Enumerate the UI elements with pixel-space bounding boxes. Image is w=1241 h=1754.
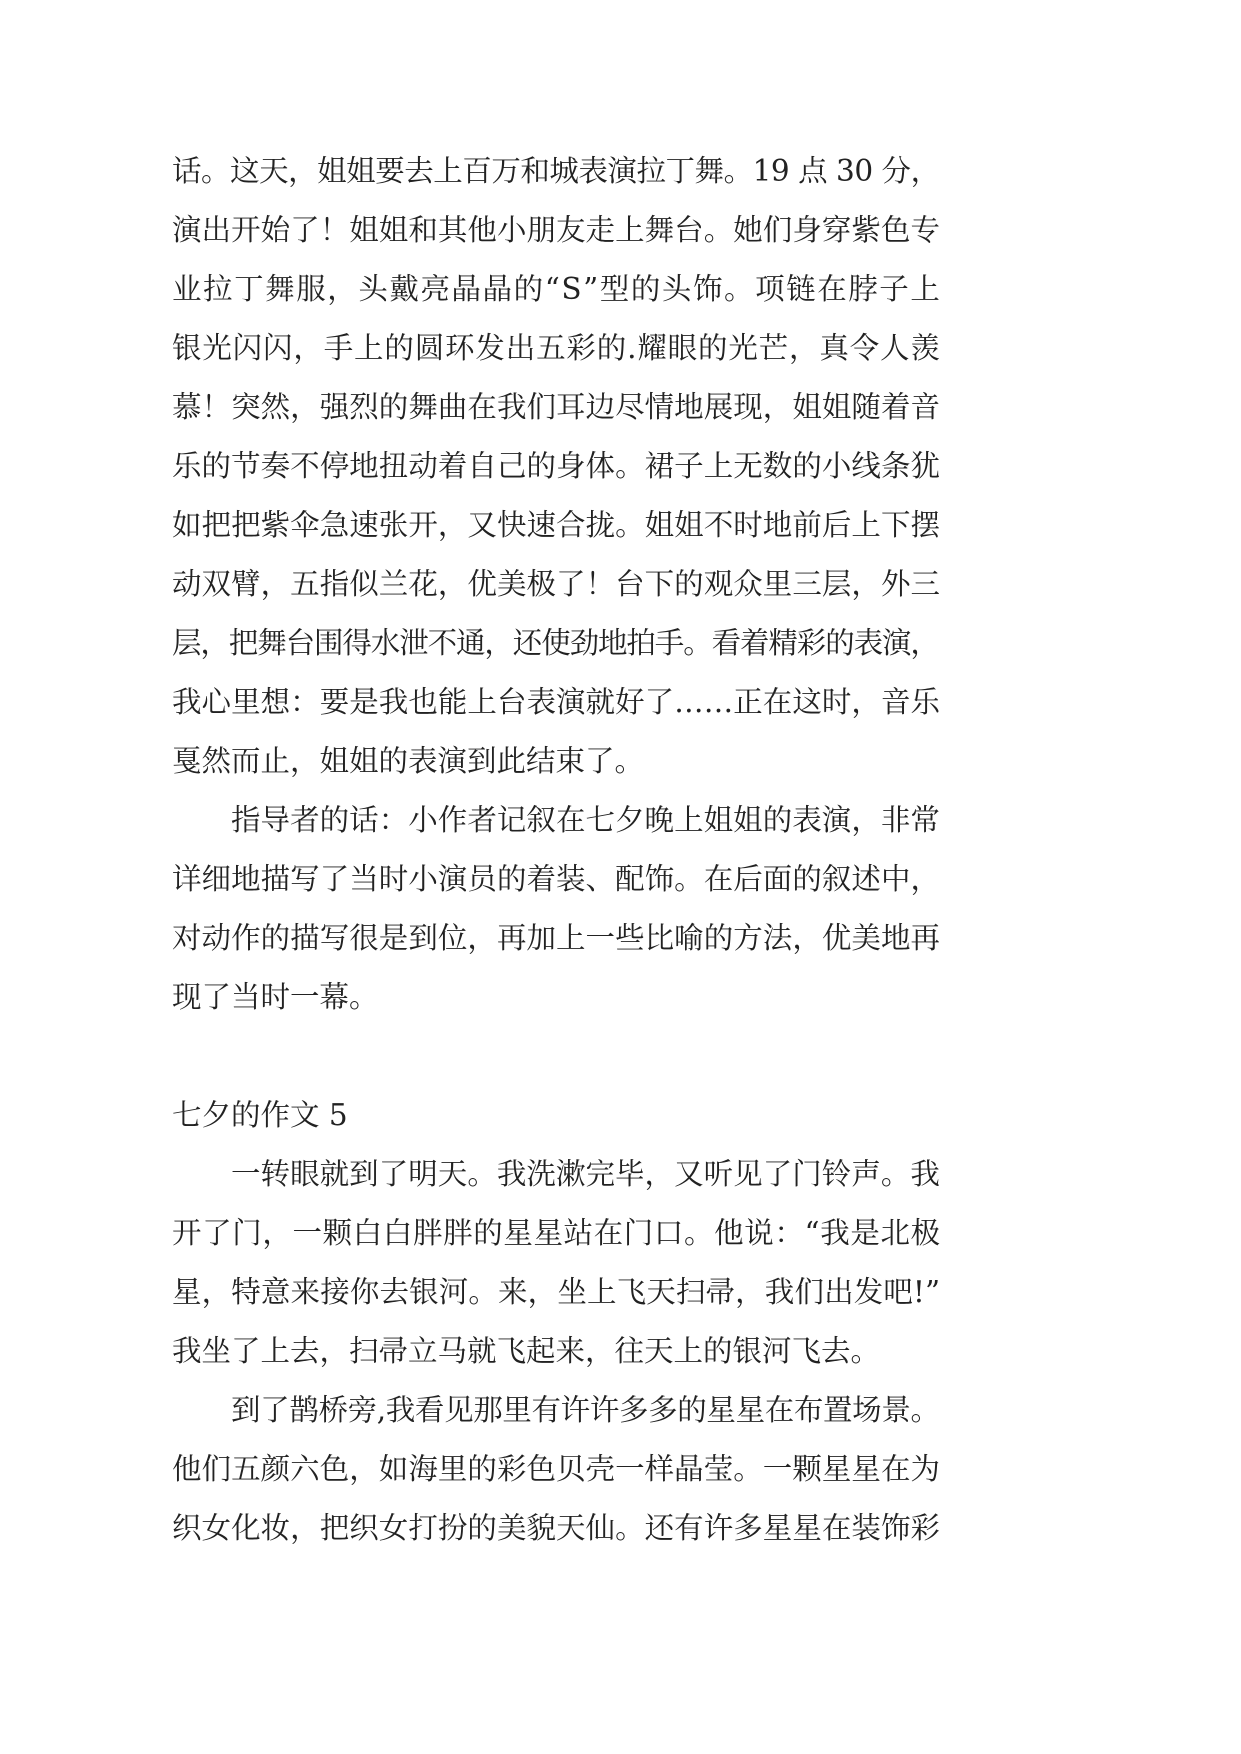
text-line: 乐的节奏不停地扭动着自己的身体。裙子上无数的小线条犹	[172, 449, 941, 483]
text-column	[172, 142, 940, 1558]
essay-paragraph	[172, 1145, 940, 1381]
text-line: 织女化妆，把织女打扮的美貌天仙。还有许多星星在装饰彩	[172, 1511, 941, 1545]
text-line: 他们五颜六色，如海里的彩色贝壳一样晶莹。一颗星星在为	[172, 1452, 941, 1486]
text-line: 演出开始了！姐姐和其他小朋友走上舞台。她们身穿紫色专	[172, 213, 941, 247]
essay-title: 七夕的作文 5	[172, 1098, 348, 1132]
text-line: 一转眼就到了明天。我洗漱完毕，又听见了门铃声。我	[231, 1157, 940, 1191]
text-line: 慕！突然，强烈的舞曲在我们耳边尽情地展现，姐姐随着音	[172, 390, 941, 424]
story-paragraph	[172, 142, 940, 791]
text-line: 星，特意来接你去银河。来，坐上飞天扫帚，我们出发吧!”	[172, 1275, 941, 1309]
essay-paragraph	[172, 1381, 940, 1558]
text-line: 指导者的话：小作者记叙在七夕晚上姐姐的表演，非常	[231, 803, 940, 837]
essay-section	[172, 1086, 940, 1558]
text-line: 对动作的描写很是到位，再加上一些比喻的方法，优美地再	[172, 921, 941, 955]
continued-section	[172, 142, 940, 1027]
text-line: 如把把紫伞急速张开，又快速合拢。姐姐不时地前后上下摆	[172, 508, 941, 542]
text-line: 我坐了上去，扫帚立马就飞起来，往天上的银河飞去。	[172, 1334, 881, 1368]
text-line: 我心里想：要是我也能上台表演就好了……正在这时，音乐	[172, 685, 941, 719]
text-line: 层，把舞台围得水泄不通，还使劲地拍手。看着精彩的表演，	[172, 626, 939, 660]
text-line: 详细地描写了当时小演员的着装、配饰。在后面的叙述中，	[172, 862, 941, 896]
text-line: 银光闪闪，手上的圆环发出五彩的.耀眼的光芒，真令人羡	[172, 331, 941, 365]
text-line: 现了当时一幕。	[172, 980, 379, 1014]
text-line: 戛然而止，姐姐的表演到此结束了。	[172, 744, 645, 778]
text-line: 话。这天，姐姐要去上百万和城表演拉丁舞。19 点 30 分，	[172, 154, 940, 188]
text-line: 开了门，一颗白白胖胖的星星站在门口。他说：“我是北极	[172, 1216, 941, 1250]
text-line: 业拉丁舞服，头戴亮晶晶的“S”型的头饰。项链在脖子上	[172, 272, 942, 306]
text-line: 动双臂，五指似兰花，优美极了！台下的观众里三层，外三	[172, 567, 941, 601]
text-line: 到了鹊桥旁,我看见那里有许许多多的星星在布置场景。	[231, 1393, 940, 1427]
commentary-paragraph	[172, 791, 940, 1027]
